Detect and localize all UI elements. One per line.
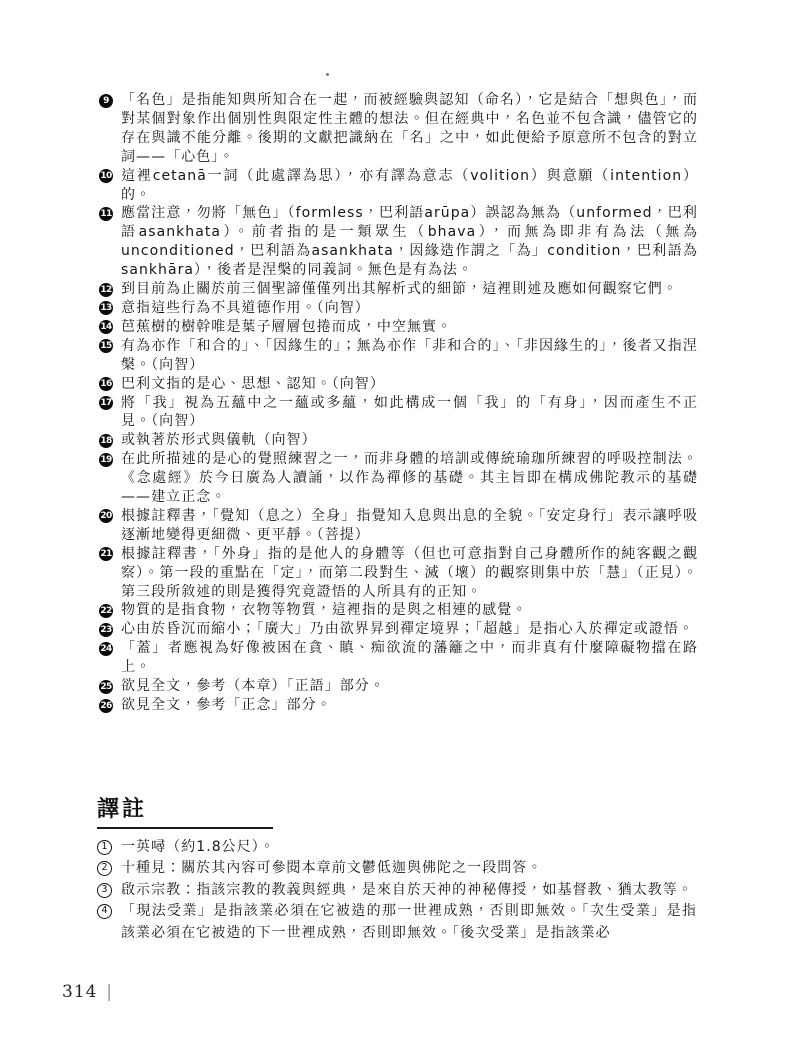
- translator-note-item: [97, 901, 697, 944]
- endnote-number-badge: 10: [100, 171, 112, 182]
- endnote-item: [99, 696, 698, 715]
- endnote-text: 在此所描述的是心的覺照練習之一，而非身體的培訓或傳統瑜珈所練習的呼吸控制法。《念處經》於今日廣為人讀誦，以作為禪修的基礎。其主旨即在構成佛陀教示的基礎——建立正念。: [121, 451, 698, 506]
- endnote-number-badge: 14: [100, 322, 112, 333]
- endnote-number-badge: 16: [100, 379, 112, 390]
- endnote-text: 巴利文指的是心、思想、認知。（向智）: [121, 375, 385, 392]
- print-artifact-dot: [326, 73, 329, 76]
- endnote-number-badge: 23: [100, 624, 112, 635]
- endnote-number-badge: 17: [100, 398, 112, 408]
- translator-note-item: [97, 880, 697, 901]
- endnote-text: 應當注意，勿將「無色」（formless，巴利語arūpa）誤認為無為（unformed，巴利語asankhata）。前者指的是一類眾生（bhava），而無為即非有為法（無為unconditioned，巴利語為asankhata，因緣造作謂之「為」condition，巴利語為sankhāra），後者是涅槃的同義詞。無色是有為法。: [121, 205, 698, 279]
- translator-note-number-badge: 3: [97, 883, 112, 898]
- heading-underline-rule: [97, 827, 273, 829]
- endnote-item: [99, 620, 698, 639]
- translator-note-number-badge: 4: [97, 904, 112, 919]
- endnote-item: [99, 375, 698, 394]
- endnote-text: 心由於昏沉而縮小；「廣大」乃由欲界昇到禪定境界；「超越」是指心入於禪定或證悟。: [121, 621, 694, 638]
- translator-note-text: 「現法受業」是指該業必須在它被造的那一世裡成熟，否則即無效。「次生受業」是指該業必須在它被造的下一世裡成熟，否則即無效。「後次受業」是指該業必: [121, 903, 697, 941]
- translator-note-text: 啟示宗教：指該宗教的教義與經典，是來自於天神的神秘傳授，如基督教、猶太教等。: [121, 881, 693, 898]
- endnote-number-badge: 12: [100, 284, 112, 295]
- translator-note-text: 十種見：關於其內容可參閱本章前文鬱低迦與佛陀之一段問答。: [121, 860, 543, 877]
- endnote-item: [99, 450, 698, 507]
- endnote-item: [99, 280, 698, 299]
- endnote-item: [99, 394, 698, 432]
- endnote-item: [99, 431, 698, 450]
- endnote-text: 意指這些行為不具道德作用。（向智）: [121, 299, 370, 316]
- translator-note-text: 一英噚（約1.8公尺）。: [121, 839, 275, 855]
- endnote-number-badge: 13: [100, 303, 112, 314]
- endnote-number-badge: 26: [100, 700, 112, 711]
- endnote-text: 這裡cetanā一詞（此處譯為思），亦有譯為意志（volition）與意願（intention）的。: [121, 167, 698, 203]
- translator-notes-heading: 譯註: [97, 797, 148, 822]
- page-number: [62, 982, 113, 1002]
- endnote-number-badge: 24: [100, 643, 112, 654]
- translator-note-number-badge: 2: [97, 861, 112, 876]
- endnote-text: 有為亦作「和合的」、「因緣生的」；無為亦作「非和合的」、「非因緣生的」，後者又指涅槃。（向智）: [121, 337, 698, 373]
- translator-note-number-badge: 1: [97, 840, 112, 855]
- endnote-number-badge: 18: [100, 435, 112, 446]
- endnote-item: [99, 204, 698, 280]
- translator-note-item: [97, 837, 697, 858]
- endnote-text: 或執著於形式與儀軌（向智）: [121, 432, 317, 449]
- endnote-text: 根據註釋書，「外身」指的是他人的身體等（但也可意指對自己身體所作的純客觀之觀察）。第一段的重點在「定」，而第二段對生、滅（壞）的觀察則集中於「慧」（正見）。第三段所敘述的則是獲得究竟證悟的人所具有的正知。: [121, 545, 698, 600]
- endnote-item: [99, 318, 698, 337]
- endnote-number-badge: 21: [100, 549, 112, 560]
- endnote-text: 到目前為止關於前三個聖諦僅僅列出其解析式的細節，這裡則述及應如何觀察它們。: [121, 281, 678, 298]
- endnote-item: [99, 337, 698, 375]
- endnote-text: 「名色」是指能知與所知合在一起，而被經驗與認知（命名），它是結合「想與色」，而對某個對象作出個別性與限定性主體的想法。但在經典中，名色並不包含識，儘管它的存在與識不能分離。後期的文獻把識納在「名」之中，如此便給予原意所不包含的對立詞——「心色」。: [121, 92, 698, 165]
- endnote-text: 欲見全文，參考（本章）「正語」部分。: [121, 678, 385, 695]
- endnote-item: [99, 545, 698, 602]
- page-number-separator: |: [107, 982, 112, 1002]
- page-number-value: 314: [62, 982, 98, 1002]
- endnote-number-badge: 20: [100, 511, 112, 522]
- endnote-text: 「蓋」者應視為好像被困在貪、瞋、痴欲流的藩籬之中，而非真有什麼障礙物擋在路上。: [121, 640, 698, 676]
- endnote-number-badge: 22: [100, 605, 112, 616]
- endnote-number-badge: 9: [99, 94, 113, 108]
- endnote-number-badge: 25: [100, 681, 112, 692]
- translator-notes-list: [97, 837, 697, 944]
- endnote-text: 欲見全文，參考「正念」部分。: [121, 697, 332, 713]
- endnote-number-badge: 11: [100, 208, 112, 219]
- endnote-item: [99, 677, 698, 696]
- endnote-text: 物質的是指食物，衣物等物質，這裡指的是與之相連的感覺。: [121, 602, 528, 619]
- endnotes-list: [99, 91, 698, 715]
- endnote-number-badge: 15: [100, 341, 112, 352]
- endnote-number-badge: 19: [100, 454, 112, 465]
- endnote-item: [99, 91, 698, 167]
- endnote-item: [99, 639, 698, 677]
- endnote-item: [99, 507, 698, 545]
- endnote-text: 芭蕉樹的樹幹唯是葉子層層包捲而成，中空無實。: [121, 318, 453, 335]
- endnote-item: [99, 299, 698, 318]
- endnote-item: [99, 167, 698, 205]
- endnote-text: 將「我」視為五蘊中之一蘊或多蘊，如此構成一個「我」的「有身」，因而產生不正見。（向智）: [121, 394, 698, 430]
- translator-note-item: [97, 858, 697, 879]
- endnote-text: 根據註釋書，「覺知（息之）全身」指覺知入息與出息的全貌。「安定身行」表示讓呼吸逐漸地變得更細微、更平靜。（菩提）: [121, 507, 698, 543]
- endnote-item: [99, 601, 698, 620]
